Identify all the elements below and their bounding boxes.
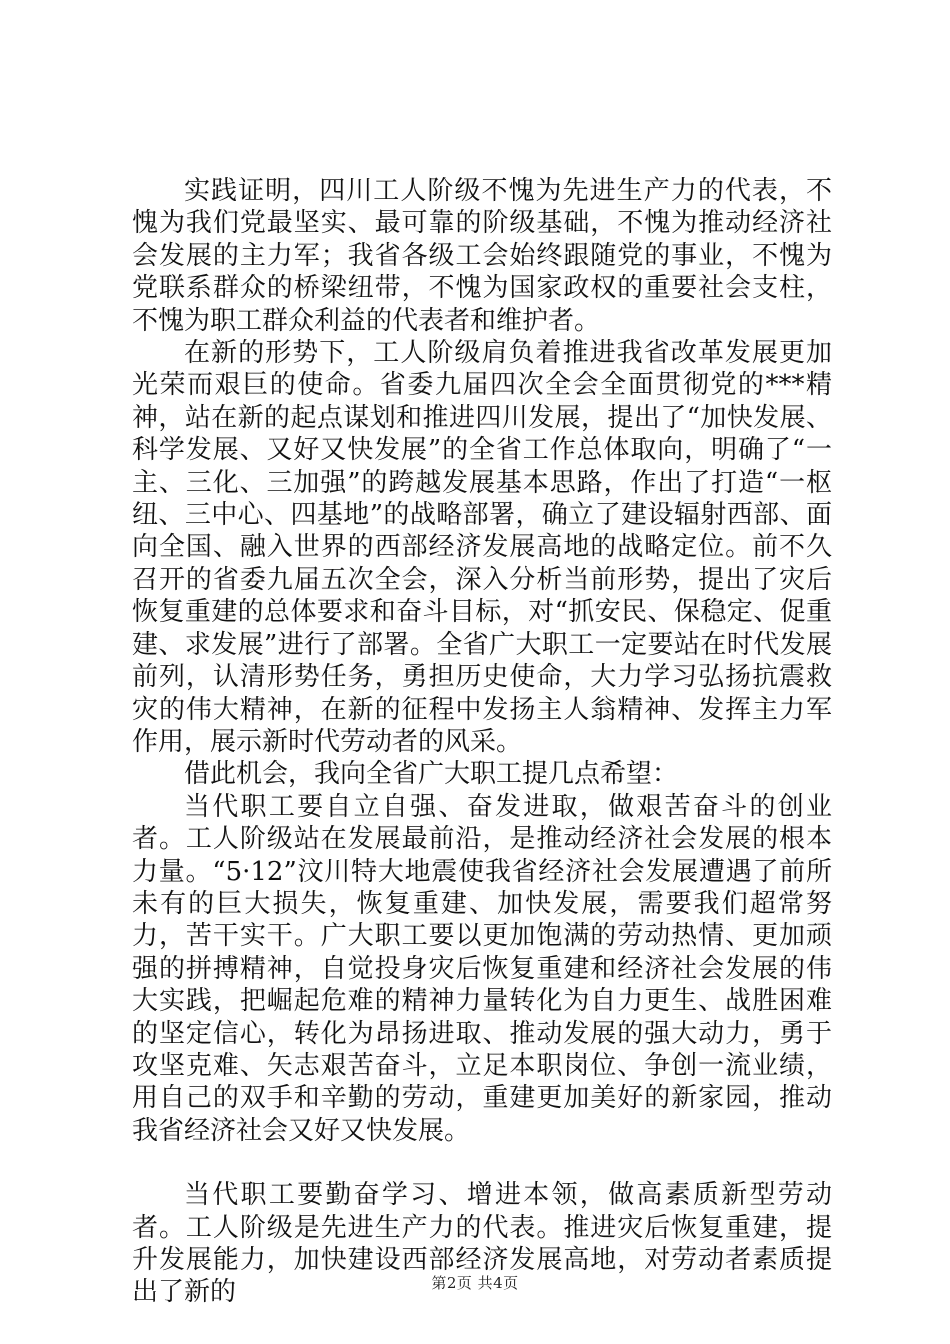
paragraph-self-reliance: 当代职工要自立自强、奋发进取，做艰苦奋斗的创业者。工人阶级站在发展最前沿，是推动经济社会发展的根本力量。“5·12”汶川特大地震使我省经济社会发展遭遇了前所未有的巨大损失，恢复重建、加快发展，需要我们超常努力，苦干实干。广大职工要以更加饱满的劳动热情、更加顽强的拼搏精神，自觉投身灾后恢复重建和经济社会发展的伟大实践，把崛起危难的精神力量转化为自力更生、战胜困难的坚定信心，转化为昂扬进取、推动发展的强大动力，勇于攻坚克难、矢志艰苦奋斗，立足本职岗位、争创一流业绩，用自己的双手和辛勤的劳动，重建更加美好的新家园，推动我省经济社会又好又快发展。 xyxy=(132,791,832,1146)
paragraph-practice-proves: 实践证明，四川工人阶级不愧为先进生产力的代表，不愧为我们党最坚实、最可靠的阶级基础，不愧为推动经济社会发展的主力军；我省各级工会始终跟随党的事业，不愧为党联系群众的桥梁纽带，不愧为国家政权的重要社会支柱，不愧为职工群众利益的代表者和维护者。 xyxy=(132,176,832,336)
paragraph-hopes-intro: 借此机会，我向全省广大职工提几点希望： xyxy=(184,759,679,790)
paragraph-new-situation: 在新的形势下，工人阶级肩负着推进我省改革发展更加光荣而艰巨的使命。省委九届四次全会全面贯彻党的***精神，站在新的起点谋划和推进四川发展，提出了“加快发展、科学发展、又好又快发展”的全省工作总体取向，明确了“一主、三化、三加强”的跨越发展基本思路，作出了打造“一枢纽、三中心、四基地”的战略部署，确立了建设辐射西部、面向全国、融入世界的西部经济发展高地的战略定位。前不久召开的省委九届五次全会，深入分析当前形势，提出了灾后恢复重建的总体要求和奋斗目标，对“抓安民、保稳定、促重建、求发展”进行了部署。全省广大职工一定要站在时代发展前列，认清形势任务，勇担历史使命，大力学习弘扬抗震救灾的伟大精神，在新的征程中发扬主人翁精神、发挥主力军作用，展示新时代劳动者的风采。 xyxy=(132,338,832,757)
page-number-footer: 第2页 共4页 xyxy=(431,1274,519,1292)
paragraph-diligent-study: 当代职工要勤奋学习、增进本领，做高素质新型劳动者。工人阶级是先进生产力的代表。推进灾后恢复重建，提升发展能力，加快建设西部经济发展高地，对劳动者素质提出了新的 xyxy=(132,1180,832,1308)
body-text xyxy=(132,175,832,1309)
